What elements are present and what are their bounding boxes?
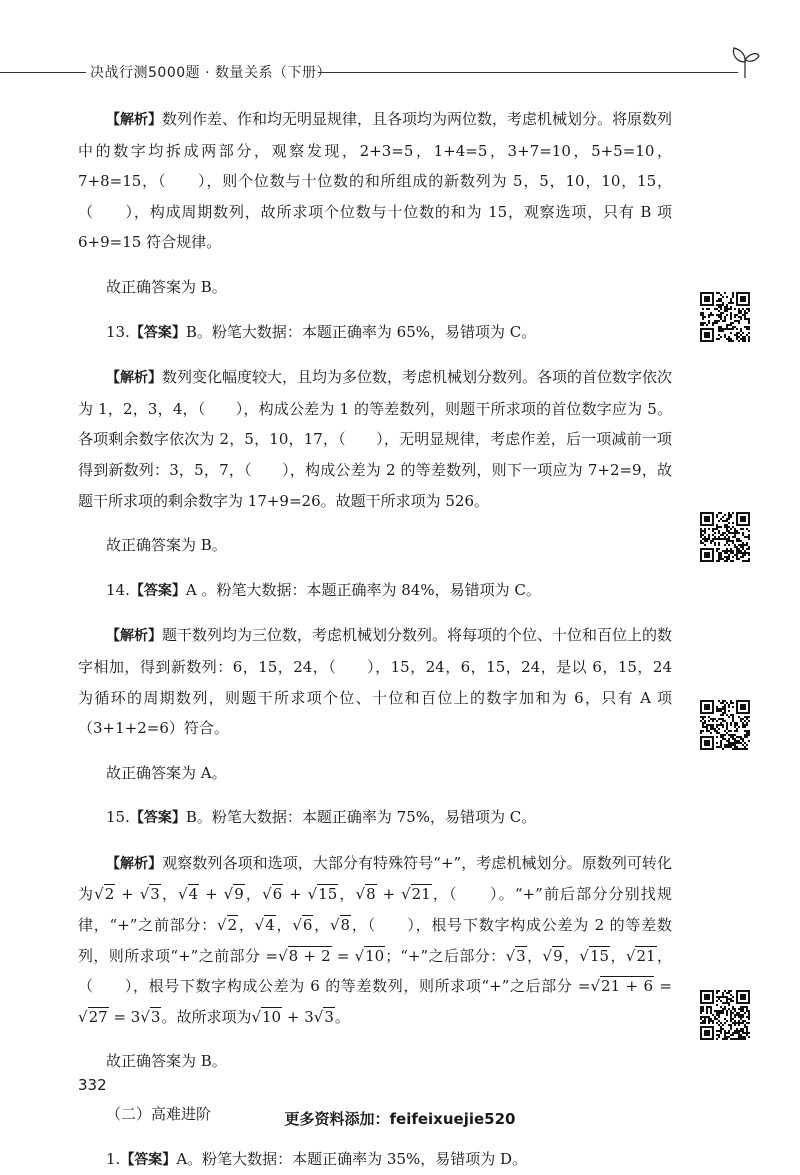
sqrt-term: √4: [254, 916, 275, 935]
sqrt-term: √15: [307, 885, 338, 904]
section-heading: （二）高难进阶: [106, 1105, 212, 1124]
sqrt-term: √9: [223, 885, 244, 904]
sqrt-term: √2: [94, 885, 115, 904]
q13-answer: [78, 317, 672, 349]
qr-code-q15[interactable]: [700, 700, 750, 750]
q15-eq: = 3: [113, 1007, 141, 1026]
footer-note: 更多资料添加：feifeixuejie520: [284, 1110, 516, 1128]
s2-q1-number: 1.: [106, 1149, 121, 1168]
header-rule-right: [318, 72, 738, 73]
qr-code-q14[interactable]: [700, 512, 750, 562]
q12-analysis-text: 数列作差、作和均无明显规律，且各项均为两位数，考虑机械划分。将原数列中的数字均拆成两部分，观察发现，2+3=5，1+4=5，3+7=10，5+5=10，7+8=15，（ ），则个位数与十位数的和所组成的新数列为 5，5，10，10，15，（ ），构成周期数列，故所求项个位数与十位数的和为 15，观察选项，只有 B 项 6+9=15 符合规律。: [78, 110, 673, 252]
sqrt-term: √4: [178, 885, 199, 904]
running-header: [0, 58, 800, 90]
q13-number: 13.: [106, 322, 130, 341]
q12-conclusion: 故正确答案为 B。: [106, 277, 227, 296]
q14-analysis-text: 题干数列均为三位数，考虑机械划分数列。将每项的个位、十位和百位上的数字相加，得到新数列：6，15，24，（ ），15，24，6，15，24，是以 6，15，24 为循环的周期数列，则题干所求项个位、十位和百位上的数字加和为 6，只有 A 项（3+1+2=6）符合。: [78, 626, 673, 738]
sqrt-term: √3: [139, 885, 160, 904]
q15-text-2: ，（ ）。“+”前后部分分别找规律，“+”之前部分：: [78, 885, 672, 935]
sqrt-term: √15: [579, 946, 610, 965]
sqrt-term: √8: [329, 916, 351, 935]
header-rule-left: [0, 72, 86, 73]
q15-conclusion: 故正确答案为 B。: [106, 1052, 227, 1071]
q15-text-7: 。: [334, 1007, 350, 1026]
sqrt-term: √27: [78, 1007, 108, 1026]
analysis-tag: 【解析】: [106, 628, 162, 645]
page-number: 332: [78, 1076, 107, 1094]
q14-answer: [78, 575, 672, 607]
sqrt-term: √6: [262, 885, 283, 904]
q14-conclusion: 故正确答案为 A。: [106, 763, 227, 782]
sqrt-term: √6: [292, 916, 313, 935]
q12-analysis: [78, 104, 672, 258]
sqrt-term: √8 + 2: [278, 946, 331, 965]
qr-code-s2-q1[interactable]: [700, 990, 750, 1040]
q13-analysis: [78, 362, 672, 516]
q15-text-1: 观察数列各项和选项，大部分有特殊符号“+”，考虑机械划分。原数列可转化为: [78, 853, 672, 904]
q14-analysis: [78, 620, 672, 743]
sqrt-term: √21 + 6: [590, 977, 654, 996]
q15-number: 15.: [106, 808, 130, 827]
answer-tag: 【答案】: [120, 1151, 177, 1168]
sqrt-term: √10: [354, 946, 385, 965]
sqrt-term: √21: [401, 885, 431, 904]
sqrt-term: √8: [355, 885, 376, 904]
q15-analysis: 【解析】观察数列各项和选项，大部分有特殊符号“+”，考虑机械划分。原数列可转化为√2 + √3，√4 + √9，√6 + √15，√8 + √21，（ ）。“+”前后部分分别找规律，“+”之前部分：√2，√4，√6，√8，（ ），根号下数字构成公差为 2 的等差数列，则所求项“+”之前部分 =√8 + 2 = √10；“+”之后部分：√3，√9，√15，√21，（ ），根号下数字构成公差为 6 的等差数列，则所求项“+”之后部分 =√21 + 6 = √27 = 3√3。故所求项为√10 + 3√3。: [78, 853, 672, 1026]
q15-text-4: ；“+”之后部分：: [385, 946, 506, 965]
q13-answer-text: B。粉笔大数据：本题正确率为 65%，易错项为 C。: [185, 322, 537, 341]
qr-code-q13[interactable]: [700, 292, 750, 342]
sqrt-term: √2: [217, 916, 238, 935]
sqrt-term: √21: [625, 946, 656, 965]
q15-text-6: 。故所求项为: [161, 1007, 252, 1026]
analysis-tag: 【解析】: [106, 112, 162, 128]
q15-answer: [78, 802, 672, 834]
sqrt-term: √3: [140, 1007, 161, 1026]
q14-number: 14.: [106, 580, 130, 599]
sqrt-term: √3: [505, 946, 526, 965]
q15-answer-text: B。粉笔大数据：本题正确率为 75%，易错项为 C。: [185, 808, 537, 827]
q13-analysis-text: 数列变化幅度较大，且均为多位数，考虑机械划分数列。各项的首位数字依次为 1，2，3，4，（ ），构成公差为 1 的等差数列，则题干所求项的首位数字应为 5。各项剩余数字依次为 2，5，10，17，（ ），无明显规律，考虑作差，后一项减前一项得到新数列：3，5，7，（ ），构成公差为 2 的等差数列，则下一项应为 7+2=9，故题干所求项的剩余数字为 17+9=26。故题干所求项为 526。: [78, 368, 673, 510]
book-title: 决战行测5000题 · 数量关系（下册）: [90, 65, 331, 81]
q15-text-3: ，（ ），根号下数字构成公差为 2 的等差数列，则所求项“+”之前部分 =: [78, 916, 672, 965]
analysis-tag: 【解析】: [106, 855, 163, 872]
sprout-icon: [730, 44, 760, 78]
q14-answer-text: A 。粉笔大数据：本题正确率为 84%，易错项为 C。: [185, 580, 541, 599]
sqrt-term: √3: [313, 1007, 334, 1026]
sqrt-term: √9: [542, 946, 563, 965]
s2-q1-answer-text: A。粉笔大数据：本题正确率为 35%，易错项为 D。: [176, 1149, 528, 1168]
answer-tag: 【答案】: [129, 810, 186, 827]
q13-conclusion: 故正确答案为 B。: [106, 536, 227, 555]
s2-q1-answer: [78, 1144, 672, 1175]
sqrt-term: √10: [251, 1007, 282, 1026]
answer-tag: 【答案】: [129, 582, 186, 599]
page-body: [78, 104, 672, 1175]
analysis-tag: 【解析】: [106, 370, 162, 387]
answer-tag: 【答案】: [129, 324, 186, 341]
q15-text-5: ，（ ），根号下数字构成公差为 6 的等差数列，则所求项“+”之后部分 =: [78, 946, 672, 996]
